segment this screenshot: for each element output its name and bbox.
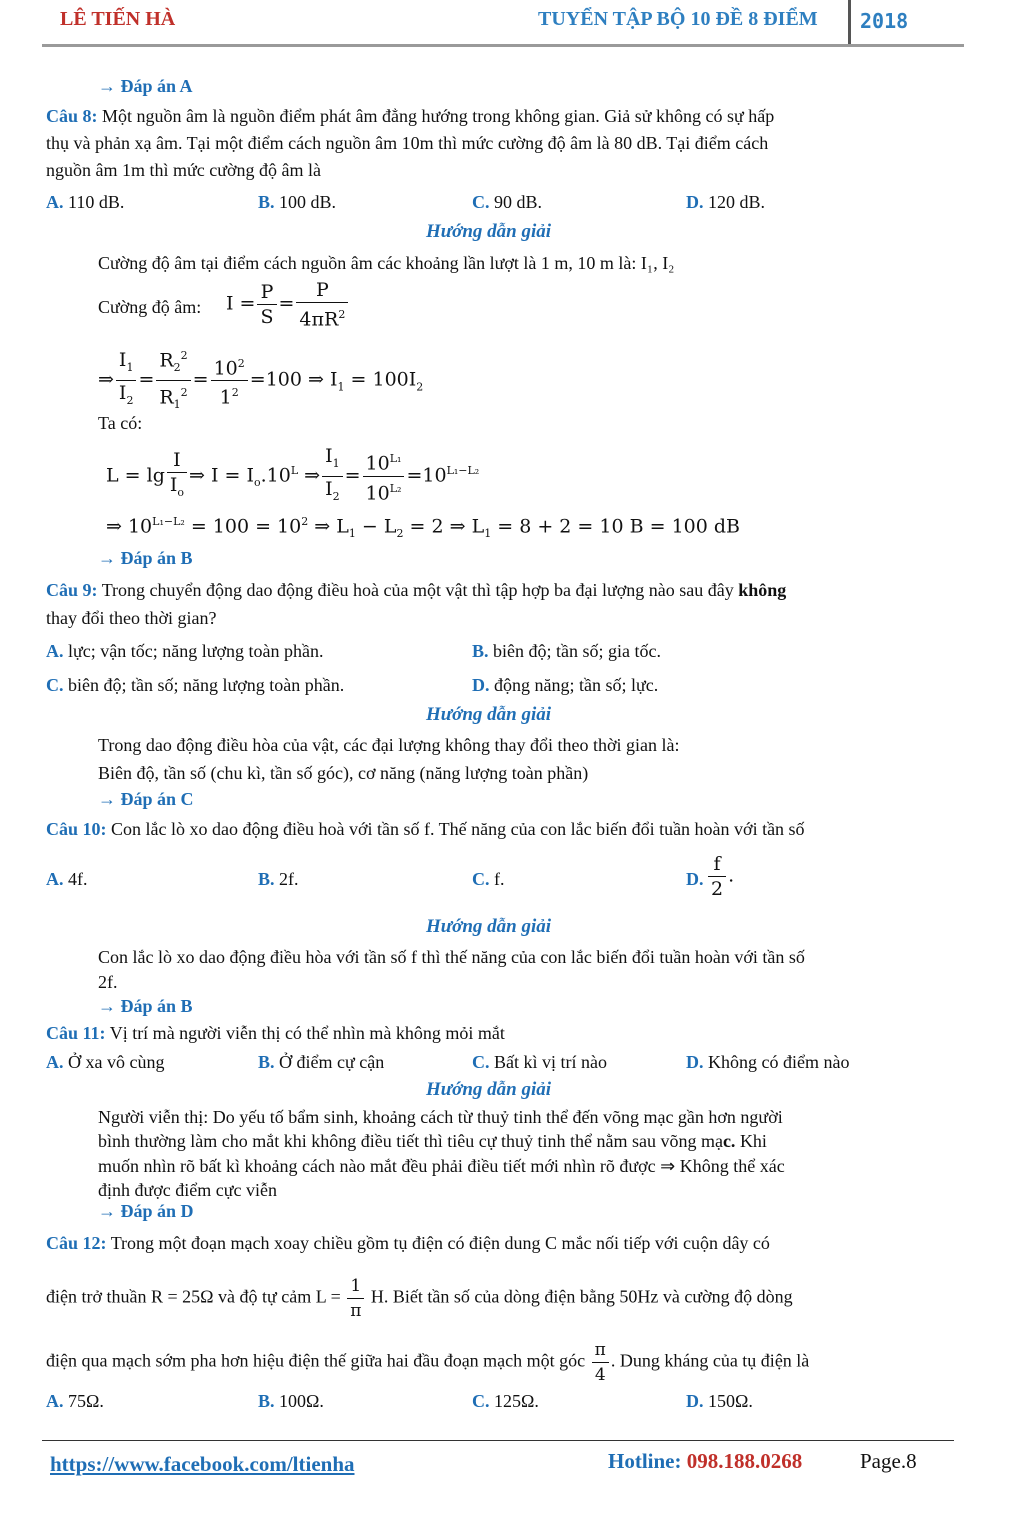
header-divider: [848, 0, 851, 44]
footer-hotline: Hotline: 098.188.0268: [608, 1449, 803, 1473]
q11-solution-line2: bình thường làm cho mắt khi không điều tiết thì tiêu cự thuỷ tinh thể nằm sau võng mạc. Khi: [98, 1131, 767, 1151]
q12-option-b: B. 100Ω.: [258, 1391, 324, 1411]
q10-solution-line1: Con lắc lò xo dao động điều hòa với tần số f thì thế năng của con lắc biến đổi tuần hoàn với tần số: [98, 947, 805, 967]
q12-option-d: D. 150Ω.: [686, 1391, 753, 1411]
q8-formula-ratio: ⇒ $\frac{I_1}{I_2}$ = $\frac{R_2^2}{R_1^2}$ = $\frac{10^2}{1^2}$ =100 ⇒ $I_1 = 100I_2$: [98, 344, 423, 417]
q12-line3: điện qua mạch sớm pha hơn hiệu điện thế giữa hai đầu đoạn mạch một góc $\frac{\pi}{4}$ . Dung kháng của tụ điện là: [46, 1340, 810, 1385]
q10-solution-line2: 2f.: [98, 972, 118, 992]
q11-option-a: A. Ở xa vô cùng: [46, 1052, 165, 1072]
q11-solution-line3: muốn nhìn rõ bất kì khoảng cách nào mắt đều phải điều tiết mới nhìn rõ được ⇒ Không thể xác: [98, 1156, 785, 1176]
q11-option-d: D. Không có điểm nào: [686, 1052, 850, 1072]
q9-guide-heading: Hướng dẫn giải: [426, 704, 552, 725]
q11-line1: Câu 11: Vị trí mà người viễn thị có thể nhìn mà không mỏi mắt: [46, 1023, 505, 1043]
q11-answer: → Đáp án D: [98, 1201, 194, 1221]
header-author: LÊ TIẾN HÀ: [60, 8, 176, 30]
q9-line2: thay đổi theo thời gian?: [46, 608, 217, 628]
q8-solution-line2: Cường độ âm:: [98, 297, 202, 317]
q11-solution-line1: Người viễn thị: Do yếu tố bẩm sinh, khoảng cách từ thuỷ tinh thể đến võng mạc gần hơn người: [98, 1107, 783, 1127]
q8-option-c: C. 90 dB.: [472, 192, 543, 212]
q8-line3: nguồn âm 1m thì mức cường độ âm là: [46, 160, 321, 180]
hotline-number: 098.188.0268: [686, 1449, 803, 1473]
q11-option-b: B. Ở điểm cự cận: [258, 1052, 385, 1072]
header-title: TUYỂN TẬP BỘ 10 ĐỀ 8 ĐIỂM: [538, 8, 818, 30]
q9-solution-line1: Trong dao động điều hòa của vật, các đại lượng không thay đổi theo thời gian là:: [98, 735, 680, 755]
q11-guide-heading: Hướng dẫn giải: [426, 1079, 552, 1100]
q10-option-d: D.: [686, 869, 704, 889]
q10-guide-heading: Hướng dẫn giải: [426, 916, 552, 937]
answer-prev: → Đáp án A: [98, 76, 193, 96]
q10-line1: Câu 10: Con lắc lò xo dao động điều hoà với tần số f. Thế năng của con lắc biến đổi tuần hoàn với tần số: [46, 819, 805, 839]
q8-option-b: B. 100 dB.: [258, 192, 337, 212]
header-year: 2018: [860, 9, 909, 33]
q8-option-a: A. 110 dB.: [46, 192, 125, 212]
q8-option-d: D. 120 dB.: [686, 192, 766, 212]
q11-option-c: C. Bất kì vị trí nào: [472, 1052, 607, 1072]
q12-fraction-1-over-pi: $\frac{1}{\pi}$: [347, 1274, 364, 1323]
q12-fraction-pi-over-4: $\frac{\pi}{4}$: [592, 1338, 609, 1387]
q12-option-c: C. 125Ω.: [472, 1391, 539, 1411]
q10-option-a: A. 4f.: [46, 869, 88, 889]
q9-answer: → Đáp án C: [98, 789, 194, 809]
footer-rule: [42, 1440, 954, 1441]
q8-formula-intensity: I = $\frac{P}{S}$ = $\frac{P}{4\pi R^2}$: [226, 278, 350, 331]
q8-line1: Câu 8: Một nguồn âm là nguồn điểm phát âm đẳng hướng trong không gian. Giả sử không có sự hấp: [46, 106, 775, 126]
q12-line2: điện trở thuần R = 25Ω và độ tự cảm L = $\frac{1}{\pi}$ H. Biết tần số của dòng điện bằng 50Hz và cường độ dòng: [46, 1276, 793, 1321]
q8-ta-co: Ta có:: [98, 413, 143, 433]
q9-option-c: C. biên độ; tần số; năng lượng toàn phần.: [46, 675, 345, 695]
q8-formula-result: ⇒ $10^{L_1-L_2} = 100 = 10^2$ ⇒ $L_1 - L_2 = 2$ ⇒ $L_1 = 8 + 2 = 10$ B = 100 dB: [106, 515, 740, 541]
q9-solution-line2: Biên độ, tần số (chu kì, tần số góc), cơ năng (năng lượng toàn phần): [98, 763, 589, 783]
footer-facebook-link[interactable]: https://www.facebook.com/ltienha: [50, 1452, 355, 1476]
footer-page-number: Page.8: [860, 1449, 917, 1473]
q8-line2: thụ và phản xạ âm. Tại một điểm cách nguồn âm 10m thì mức cường độ âm là 80 dB. Tại điểm cách: [46, 133, 769, 153]
q9-option-d: D. động năng; tần số; lực.: [472, 675, 659, 695]
q11-solution-line4: định được điểm cực viễn: [98, 1180, 277, 1200]
q10-option-d-fraction: $\frac{f}{2}$ .: [706, 852, 734, 901]
q8-solution-line1: Cường độ âm tại điểm cách nguồn âm các khoảng lần lượt là 1 m, 10 m là: I₁, I₂: [98, 253, 675, 273]
q9-line1: Câu 9: Trong chuyển động dao động điều hoà của một vật thì tập hợp ba đại lượng nào sau đây không: [46, 580, 787, 600]
q10-option-b: B. 2f.: [258, 869, 299, 889]
q8-label: Câu 8:: [46, 106, 98, 126]
q12-line1: Câu 12: Trong một đoạn mạch xoay chiều gồm tụ điện có điện dung C mắc nối tiếp với cuộn dây có: [46, 1233, 770, 1253]
q9-option-b: B. biên độ; tần số; gia tốc.: [472, 641, 661, 661]
q8-guide-heading: Hướng dẫn giải: [426, 221, 552, 242]
q8-formula-level: L = lg $\frac{I}{I_o}$ ⇒ $I = I_o.10^L$ ⇒ $\frac{I_1}{I_2}$ = $\frac{10^{L_1}}{10^{L_2}}$ $=10^{L_1-L_2}$: [106, 445, 480, 505]
q9-option-a: A. lực; vận tốc; năng lượng toàn phần.: [46, 641, 324, 661]
q12-option-a: A. 75Ω.: [46, 1391, 104, 1411]
header-rule: [42, 44, 964, 47]
q8-answer: → Đáp án B: [98, 548, 193, 568]
q10-option-c: C. f.: [472, 869, 505, 889]
q10-answer: → Đáp án B: [98, 996, 193, 1016]
